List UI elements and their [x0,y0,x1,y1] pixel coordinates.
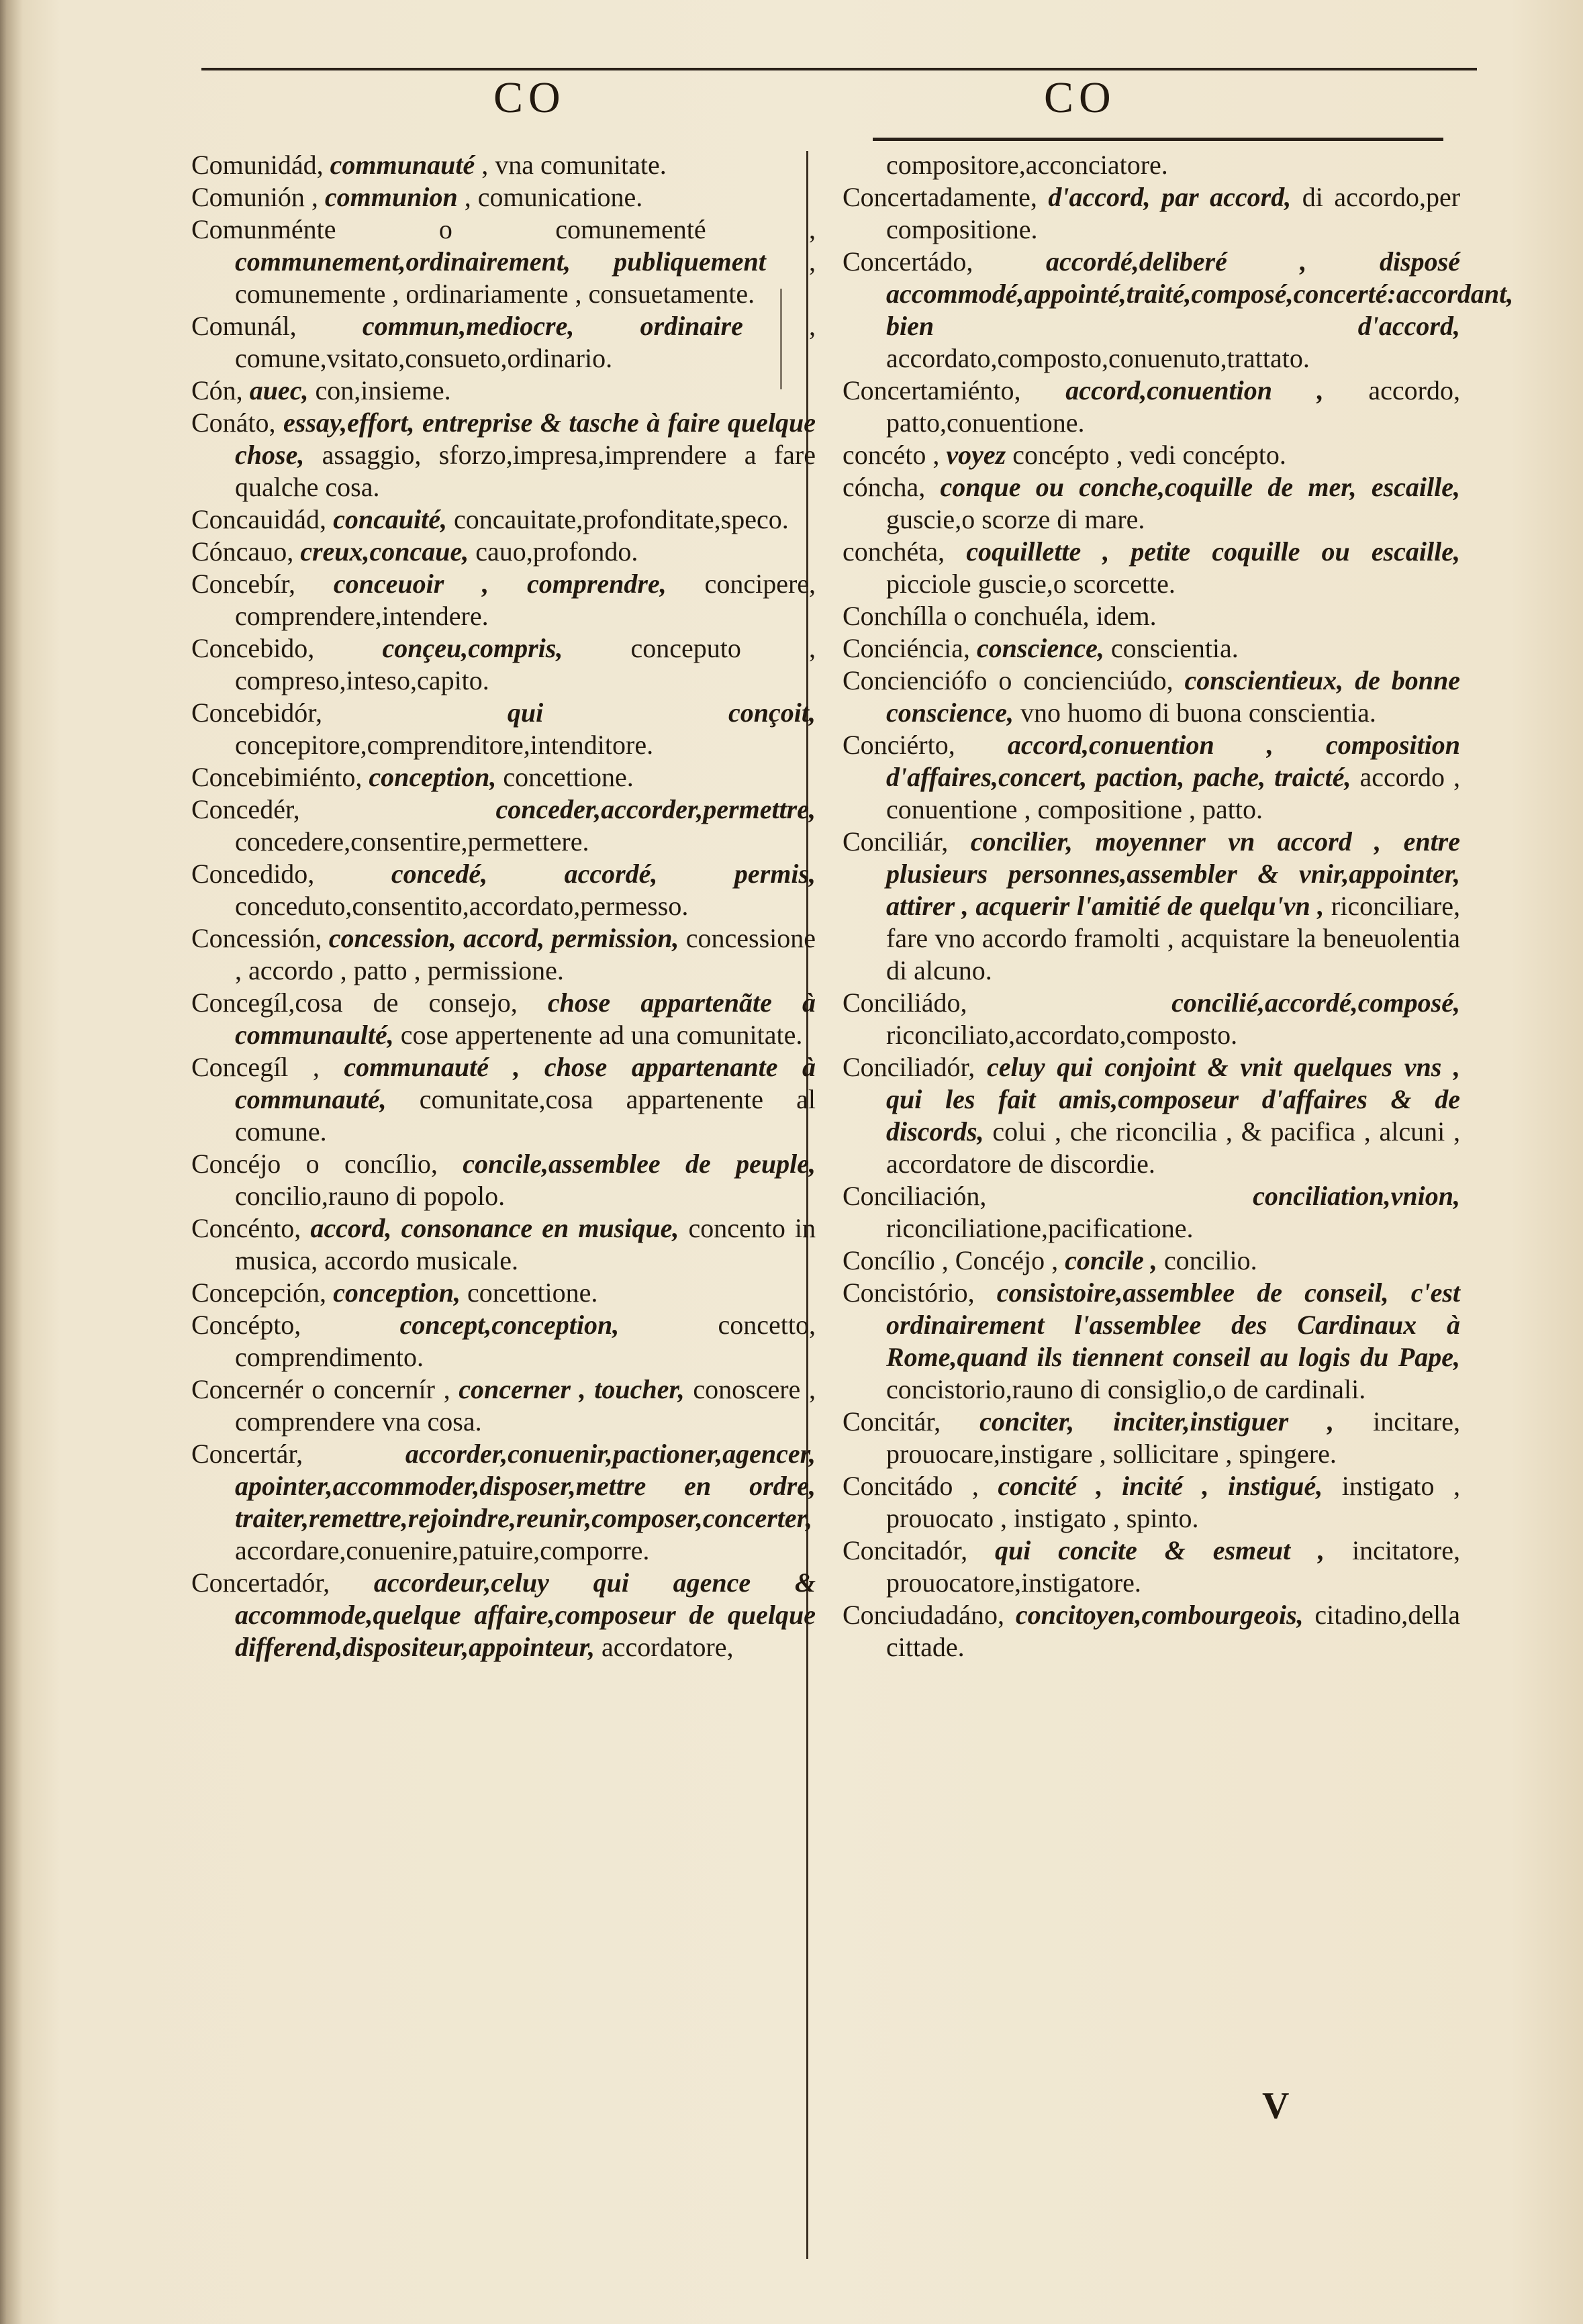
entry-french: consistoire,assemblee de conseil, c'est ordinairement l'assemblee des Cardinaux à Rome,quand ils tiennent conseil au logis du Pape, [886,1277,1460,1372]
entry-italian: conceputo , compreso,inteso,capito. [235,633,816,695]
dictionary-entry [191,407,816,503]
entry-headword: Concertadór, [191,1567,330,1598]
dictionary-entry [191,858,816,922]
entry-italian: citadino,della cittade. [886,1600,1461,1662]
dictionary-entry [843,632,1460,665]
dictionary-entry [843,181,1460,246]
entry-italian: concettione. [503,762,634,792]
dictionary-entry [843,1599,1460,1663]
entry-headword: Concertár, [191,1439,303,1469]
entry-italian: compositore,acconciatore. [886,150,1168,180]
entry-italian: incitare, prouocare,instigare , sollicitare , spingere. [886,1406,1461,1469]
entry-french: conciliation,vnion, [1253,1181,1460,1211]
entry-italian: concessione , accordo , patto , permissione. [235,923,816,985]
entry-italian: concauitate,profonditate,speco. [454,504,789,534]
signature-mark: V [1262,2085,1290,2127]
running-head-right: CO [1044,73,1116,122]
entry-french: conception, [333,1277,461,1308]
entry-headword: Conciliación, [843,1181,987,1211]
right-column [843,149,1514,1663]
entry-french: qui concite & esmeut , [994,1535,1325,1565]
entry-french: conciter, inciter,instiguer , [979,1406,1335,1437]
entry-french: concession, accord, permission, [328,923,679,953]
entry-headword: Concistório, [843,1277,975,1308]
dictionary-entry [191,1212,816,1277]
dictionary-entry [191,503,816,536]
dictionary-entry [191,1373,816,1438]
entry-italian: colui , che riconcilia , & pacifica , alcuni , accordatore de discordie. [886,1116,1460,1179]
dictionary-entry [191,761,816,793]
entry-italian: accordatore, [602,1632,734,1662]
entry-french: concedé, accordé, permis, [391,859,816,889]
dictionary-entry [843,246,1514,375]
dictionary-entry [191,1309,816,1373]
entry-headword: conchéta, [843,536,945,567]
dictionary-entry [191,181,816,213]
dictionary-entry [843,826,1460,987]
entry-headword: Concertádo, [843,246,973,277]
entry-headword: Cóncauo, [191,536,294,567]
entry-headword: Conáto, [191,407,276,438]
entry-headword: Concebír, [191,569,296,599]
entry-french: accord,conuention , composition d'affaires,concert, paction, pache, traicté, [886,730,1461,792]
entry-italian: comunitate,cosa appartenente al comune. [235,1084,816,1147]
entry-italian: conceduto,consentito,accordato,permesso. [235,891,689,921]
entry-headword: Concitádo , [843,1471,979,1501]
entry-headword: Concéjo o concílio, [191,1149,438,1179]
entry-french: chose appartenãte à communaulté, [235,987,816,1050]
entry-french: concerner , toucher, [459,1374,685,1404]
entry-headword: Comunménte o comunementé , [191,214,816,244]
entry-french: auec, [249,375,309,405]
entry-italian: di accordo,per compositione. [886,182,1461,244]
entry-headword: Conciliár, [843,826,949,857]
entry-italian: concento in musica, accordo musicale. [235,1213,816,1275]
entry-headword: Concitár, [843,1406,941,1437]
entry-italian: idem. [1096,601,1157,631]
entry-french: accord,conuention , [1065,375,1324,405]
entry-headword: concéto , [843,440,940,470]
dictionary-entry [843,149,1460,181]
entry-headword: Concebidór, [191,697,323,728]
dictionary-entry [191,375,816,407]
entry-headword: Conciéncia, [843,633,970,663]
entry-italian: concépto , vedi concépto. [1012,440,1286,470]
dictionary-entry [843,600,1460,632]
dictionary-entry [843,665,1460,729]
entry-italian: cose appertenente ad una comunitate. [400,1020,803,1050]
entry-french: conception, [369,762,497,792]
entry-italian: conoscere , comprendere vna cosa. [235,1374,816,1437]
dictionary-entry [843,1535,1460,1599]
entry-headword: Concépto, [191,1310,301,1340]
dictionary-entry [191,632,816,697]
entry-italian: guscie,o scorze di mare. [886,504,1145,534]
dictionary-entry [843,439,1460,471]
entry-italian: , comune,vsitato,consueto,ordinario. [235,311,816,373]
dictionary-entry [843,536,1460,600]
entry-italian: , comunicatione. [464,182,643,212]
entry-french: concauité, [333,504,448,534]
entry-italian: , comunemente , ordinariamente , consuetamente. [235,246,816,309]
entry-italian: accordato,composto,conuenuto,trattato. [886,343,1310,373]
entry-french: voyez [946,440,1006,470]
dictionary-entry [191,697,816,761]
entry-french: communauté , chose appartenante à communauté, [235,1052,816,1114]
entry-french: concilié,accordé,composé, [1171,987,1460,1018]
entry-french: conçeu,compris, [382,633,563,663]
dictionary-entry [843,729,1460,826]
entry-headword: Comunál, [191,311,297,341]
entry-french: qui conçoit, [507,697,816,728]
entry-headword: Conciérto, [843,730,955,760]
entry-french: communement,ordinairement, publiquement [235,246,766,277]
dictionary-entry [843,375,1460,439]
entry-french: accordé,deliberé , disposé accommodé,appointé,traité,composé,concerté:accordant, bien d'accord, [886,246,1514,341]
entry-french: accordeur,celuy qui agence & accommode,quelque affaire,composeur de quelque differend,dispositeur,appointeur, [235,1567,816,1662]
entry-headword: Concílio , Concéjo , [843,1245,1059,1275]
entry-headword: Concedido, [191,859,315,889]
entry-headword: Concertadamente, [843,182,1037,212]
entry-headword: Concernér o concernír , [191,1374,450,1404]
entry-italian: concipere, comprendere,intendere. [235,569,816,631]
entry-french: d'accord, par accord, [1048,182,1292,212]
entry-headword: Concebido, [191,633,315,663]
entry-headword: Concauidád, [191,504,327,534]
dictionary-entry [843,1180,1460,1245]
entry-french: concité , incité , instigué, [998,1471,1323,1501]
dictionary-entry [191,1148,816,1212]
header-rule [201,68,1477,70]
dictionary-entry [191,310,816,375]
entry-headword: Concedér, [191,794,300,824]
dictionary-entry [191,568,816,632]
dictionary-entry [843,1277,1460,1406]
entry-french: coquillette , petite coquille ou escaille, [966,536,1460,567]
entry-headword: Concienciófo o concienciúdo, [843,665,1173,695]
entry-italian: concilio. [1163,1245,1257,1275]
entry-headword: Cón, [191,375,243,405]
entry-french: conscience, [976,633,1104,663]
dictionary-entry [843,1051,1460,1180]
entry-italian: accordare,conuenire,patuire,comporre. [235,1535,650,1565]
dictionary-entry [191,536,816,568]
entry-french: concile , [1065,1245,1157,1275]
entry-italian: incitatore, prouocatore,instigatore. [886,1535,1460,1598]
entry-headword: Conciliadór, [843,1052,975,1082]
entry-french: conque ou conche,coquille de mer, escaille, [940,472,1460,502]
entry-headword: Concessión, [191,923,322,953]
entry-french: concilier, moyenner vn accord , entre plusieurs personnes,assembler & vnir,appointer, attirer , acquerir l'amitié de quelqu'vn , [886,826,1460,921]
entry-italian: concilio,rauno di popolo. [235,1181,506,1211]
entry-italian: , vna comunitate. [481,150,667,180]
dictionary-entry [191,1051,816,1148]
entry-italian: conscientia. [1110,633,1239,663]
entry-italian: concistorio,rauno di consiglio,o de cardinali. [886,1374,1366,1404]
entry-italian: instigato , prouocato , instigato , spinto. [886,1471,1460,1533]
entry-french: communauté [330,150,475,180]
dictionary-entry [191,149,816,181]
dictionary-entry [191,1438,816,1567]
dictionary-entry [843,1406,1460,1470]
entry-headword: Conchílla o conchuéla, [843,601,1090,631]
entry-italian: accordo , conuentione , compositione , patto. [886,762,1460,824]
dictionary-entry [191,922,816,987]
entry-italian: concedere,consentire,permettere. [235,826,589,857]
dictionary-entry [191,1567,816,1663]
running-head-left: CO [493,73,566,122]
entry-french: celuy qui conjoint & vnit quelques vns , qui les fait amis,composeur d'affaires & de discords, [886,1052,1460,1147]
entry-french: conceuoir , comprendre, [333,569,667,599]
entry-french: accord, consonance en musique, [310,1213,679,1243]
header-rule-right [873,138,1443,141]
left-column [191,149,816,1663]
entry-italian: riconciliatione,pacificatione. [886,1213,1194,1243]
entry-italian: riconciliare, fare vno accordo framolti , acquistare la beneuolentia di alcuno. [886,891,1461,985]
entry-italian: picciole guscie,o scorcette. [886,569,1176,599]
entry-french: concitoyen,combourgeois, [1015,1600,1304,1630]
entry-headword: cóncha, [843,472,926,502]
entry-french: communion [324,182,458,212]
entry-italian: concepitore,comprenditore,intenditore. [235,730,654,760]
entry-italian: vno huomo di buona conscientia. [1020,697,1376,728]
dictionary-entry [191,1277,816,1309]
dictionary-entry [191,793,816,858]
dictionary-entry [843,471,1460,536]
entry-italian: concetto, comprendimento. [235,1310,816,1372]
entry-french: creux,concaue, [300,536,469,567]
entry-headword: Conciliádo, [843,987,967,1018]
dictionary-entry [843,987,1460,1051]
entry-french: accorder,conuenir,pactioner,agencer, apointer,accommoder,disposer,mettre en ordre, traiter,remettre,rejoindre,reunir,composer,concerter, [235,1439,816,1533]
entry-french: essay,effort, entreprise & tasche à faire quelque chose, [235,407,816,470]
entry-headword: Concénto, [191,1213,301,1243]
dictionary-entry [191,213,816,310]
entry-italian: cauo,profondo. [475,536,638,567]
entry-italian: riconciliato,accordato,composto. [886,1020,1238,1050]
entry-french: conscientieux, de bonne conscience, [886,665,1460,728]
entry-italian: con,insieme. [315,375,451,405]
entry-headword: Concegíl,cosa de consejo, [191,987,518,1018]
entry-italian: concettione. [467,1277,598,1308]
entry-headword: Concebimiénto, [191,762,363,792]
dictionary-entry [843,1245,1460,1277]
entry-italian: assaggio, sforzo,impresa,imprendere a fare qualche cosa. [235,440,816,502]
entry-headword: Concitadór, [843,1535,968,1565]
entry-italian: accordo, patto,conuentione. [886,375,1461,438]
entry-headword: Concepción, [191,1277,327,1308]
entry-headword: Conciudadáno, [843,1600,1005,1630]
entry-french: conceder,accorder,permettre, [495,794,816,824]
dictionary-entry [843,1470,1460,1535]
entry-french: commun,mediocre, ordinaire [362,311,743,341]
entry-headword: Concertamiénto, [843,375,1021,405]
dictionary-entry [191,987,816,1051]
entry-headword: Comunidád, [191,150,324,180]
entry-french: concile,assemblee de peuple, [463,1149,816,1179]
entry-french: concept,conception, [399,1310,620,1340]
entry-headword: Comunión , [191,182,318,212]
entry-headword: Concegíl , [191,1052,320,1082]
